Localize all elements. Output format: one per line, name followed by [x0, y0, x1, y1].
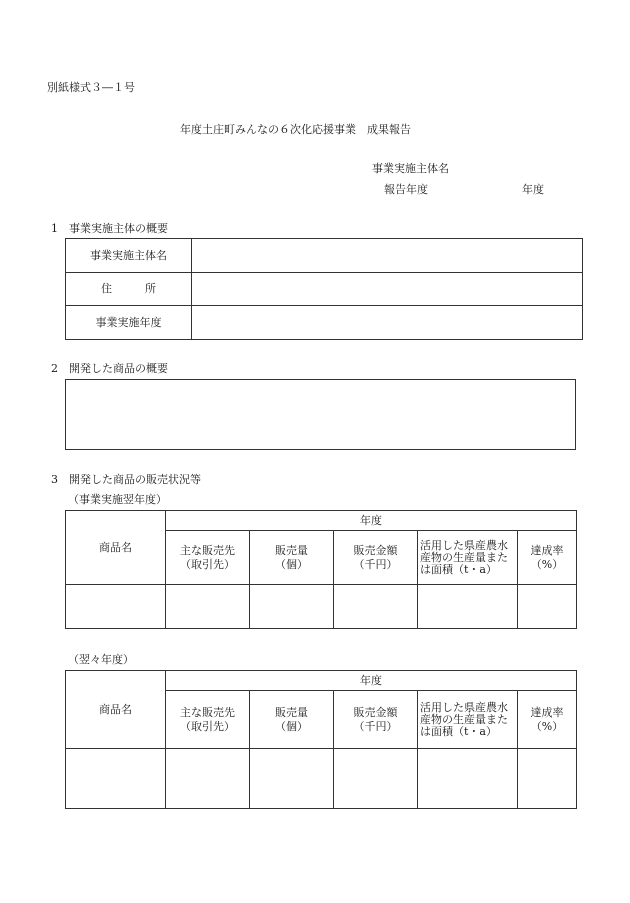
entity-name-field[interactable] — [192, 239, 583, 273]
quantity-unit: （個） — [275, 719, 308, 733]
table2-caption: （翌々年度） — [68, 653, 134, 666]
col-header-amount — [334, 691, 418, 749]
col-header-quantity — [250, 691, 334, 749]
col-header-rate — [518, 691, 577, 749]
rate-unit: （%） — [530, 719, 564, 733]
customer-label: 主な販売先 — [180, 543, 235, 557]
row-label: 事業実施主体名 — [66, 239, 192, 273]
section2-heading: 2 開発した商品の概要 — [51, 362, 168, 375]
section3-heading: 3 開発した商品の販売状況等 — [51, 473, 201, 486]
quantity-cell[interactable] — [250, 749, 334, 809]
table-row — [66, 749, 577, 809]
table1-caption: （事業実施翌年度） — [68, 493, 167, 506]
customer-cell[interactable] — [166, 585, 250, 629]
table-row — [66, 585, 577, 629]
quantity-label: 販売量 — [275, 705, 308, 719]
col-header-produce: 活用した県産農水産物の生産量または面積（t・a） — [418, 531, 518, 585]
customer-sublabel: （取引先） — [180, 557, 235, 571]
customer-sublabel: （取引先） — [180, 719, 235, 733]
entity-name-label: 事業実施主体名 — [372, 162, 449, 175]
sales-table-next-year — [65, 510, 577, 629]
col-header-product: 商品名 — [66, 671, 166, 749]
col-header-customer — [166, 691, 250, 749]
col-header-quantity — [250, 531, 334, 585]
col-header-year: 年度 — [166, 671, 577, 691]
address-field[interactable] — [192, 273, 583, 306]
product-name-cell[interactable] — [66, 749, 166, 809]
report-year-suffix: 年度 — [522, 183, 544, 196]
sales-table-second-year — [65, 670, 577, 809]
form-number: 別紙様式３―１号 — [47, 81, 135, 94]
rate-cell[interactable] — [518, 585, 577, 629]
col-header-year: 年度 — [166, 511, 577, 531]
col-header-amount — [334, 531, 418, 585]
amount-unit: （千円） — [353, 557, 398, 571]
quantity-label: 販売量 — [275, 543, 308, 557]
produce-cell[interactable] — [418, 749, 518, 809]
quantity-cell[interactable] — [250, 585, 334, 629]
rate-label: 達成率 — [530, 705, 564, 719]
amount-cell[interactable] — [334, 749, 418, 809]
implementation-year-field[interactable] — [192, 306, 583, 340]
customer-cell[interactable] — [166, 749, 250, 809]
col-header-produce: 活用した県産農水産物の生産量または面積（t・a） — [418, 691, 518, 749]
amount-unit: （千円） — [353, 719, 398, 733]
produce-cell[interactable] — [418, 585, 518, 629]
table-row — [66, 511, 577, 531]
amount-label: 販売金額 — [353, 543, 398, 557]
section1-heading: 1 事業実施主体の概要 — [51, 222, 168, 235]
col-header-rate — [518, 531, 577, 585]
row-label: 住 所 — [66, 273, 192, 306]
entity-overview-table — [65, 238, 583, 340]
customer-label: 主な販売先 — [180, 705, 235, 719]
quantity-unit: （個） — [275, 557, 308, 571]
amount-label: 販売金額 — [353, 705, 398, 719]
report-year-label: 報告年度 — [384, 183, 428, 196]
row-label: 事業実施年度 — [66, 306, 192, 340]
table-row — [66, 671, 577, 691]
product-name-cell[interactable] — [66, 585, 166, 629]
col-header-product: 商品名 — [66, 511, 166, 585]
table-row — [66, 239, 583, 273]
rate-unit: （%） — [530, 557, 564, 571]
table-row — [66, 306, 583, 340]
col-header-customer — [166, 531, 250, 585]
product-overview-box[interactable] — [65, 379, 576, 450]
table-row — [66, 273, 583, 306]
page-title: 年度土庄町みんなの６次化応援事業 成果報告 — [180, 123, 411, 136]
amount-cell[interactable] — [334, 585, 418, 629]
rate-cell[interactable] — [518, 749, 577, 809]
rate-label: 達成率 — [530, 543, 564, 557]
